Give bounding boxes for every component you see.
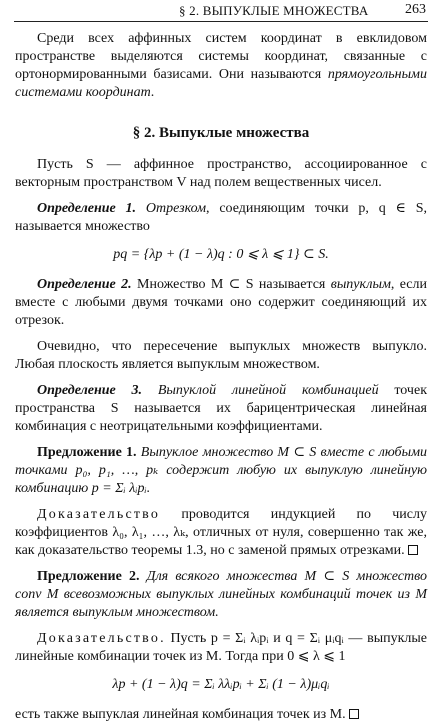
intro-term: прямоугольными системами координат [15, 67, 427, 100]
formula-segment: pq = {λp + (1 − λ)q : 0 ⩽ λ ⩽ 1} ⊂ S. [113, 247, 329, 262]
intro-paragraph [15, 30, 427, 102]
proof-2-tail [15, 706, 427, 724]
paragraph-2: Очевидно, что пересечение выпуклых множеств выпукло. Любая плоскость является выпуклым множеством. [15, 339, 427, 372]
proposition-1 [15, 444, 427, 498]
page-body [15, 30, 427, 724]
definition-1 [15, 200, 427, 236]
definition-3-text: точек пространства S называется их барицентрическая линейная комбинация с неотрицательными коэффициентами. [15, 383, 427, 434]
formula-convex-combination: λp + (1 − λ)q = Σᵢ λλᵢpᵢ + Σᵢ (1 − λ)μᵢqᵢ [112, 677, 330, 692]
definition-3-label: Определение 3. [37, 383, 143, 398]
definition-3-term: Выпуклой линейной комбинацией [157, 383, 379, 398]
definition-2 [15, 276, 427, 330]
definition-3 [15, 382, 427, 436]
definition-1-text: , соединяющим точки p, q ∈ S, называется множество [15, 201, 427, 234]
proof-2-label: Доказательство. [37, 631, 166, 646]
proposition-1-text: Выпуклое множество M ⊂ S вместе с любыми точками p₀, p₁, …, pₖ содержит любую их выпуклую линейную комбинацию p = Σᵢ λᵢpᵢ. [15, 445, 428, 496]
proposition-1-label: Предложение 1. [37, 445, 137, 460]
definition-2-text-b: , если вместе с любыми двумя точками оно содержит соединяющий их отрезок. [15, 277, 427, 328]
qed-box-icon [408, 545, 418, 555]
definition-2-label: Определение 2. [37, 277, 132, 292]
paragraph-1: Пусть S — аффинное пространство, ассоциированное с векторным пространством V над полем вещественных чисел. [15, 157, 427, 190]
proof-1-label: Доказательство [37, 507, 161, 522]
definition-2-term: выпуклым [330, 277, 391, 292]
definition-2-text-a: Множество M ⊂ S называется [137, 277, 331, 292]
section-title: § 2. Выпуклые множества [132, 125, 310, 141]
definition-1-term: Отрезком [145, 201, 207, 216]
running-header [14, 0, 428, 22]
proof-2 [15, 630, 427, 666]
qed-box-icon [349, 709, 359, 719]
intro-end: . [150, 85, 155, 100]
proof-2-tail-text: есть также выпуклая линейная комбинация точек из M. [15, 707, 346, 722]
proof-1-text: проводится индукцией по числу коэффициентов λ₀, λ₁, …, λₖ, отличных от нуля, совершенно так же, как доказательство теоремы 1.3, но с заменой прямых отрезками. [15, 507, 427, 558]
definition-1-label: Определение 1. [37, 201, 137, 216]
proposition-2-text: Для всякого множества M ⊂ S множество conv M всевозможных выпуклых линейных комбинаций точек из M является выпуклым множеством. [15, 569, 428, 620]
intro-text: Среди всех аффинных систем координат в евклидовом пространстве выделяются системы координат, связанные с ортонормированными базисами. Они называются [15, 31, 427, 82]
proposition-2-label: Предложение 2. [37, 569, 140, 584]
proof-1 [15, 506, 427, 560]
header-title: § 2. ВЫПУКЛЫЕ МНОЖЕСТВА [179, 3, 369, 18]
page-number: 263 [405, 2, 426, 17]
proof-2-text: Пусть p = Σᵢ λᵢpᵢ и q = Σᵢ μᵢqᵢ — выпуклые линейные комбинации точек из M. Тогда при 0 ⩽ λ ⩽ 1 [15, 631, 427, 664]
proposition-2 [15, 568, 427, 622]
